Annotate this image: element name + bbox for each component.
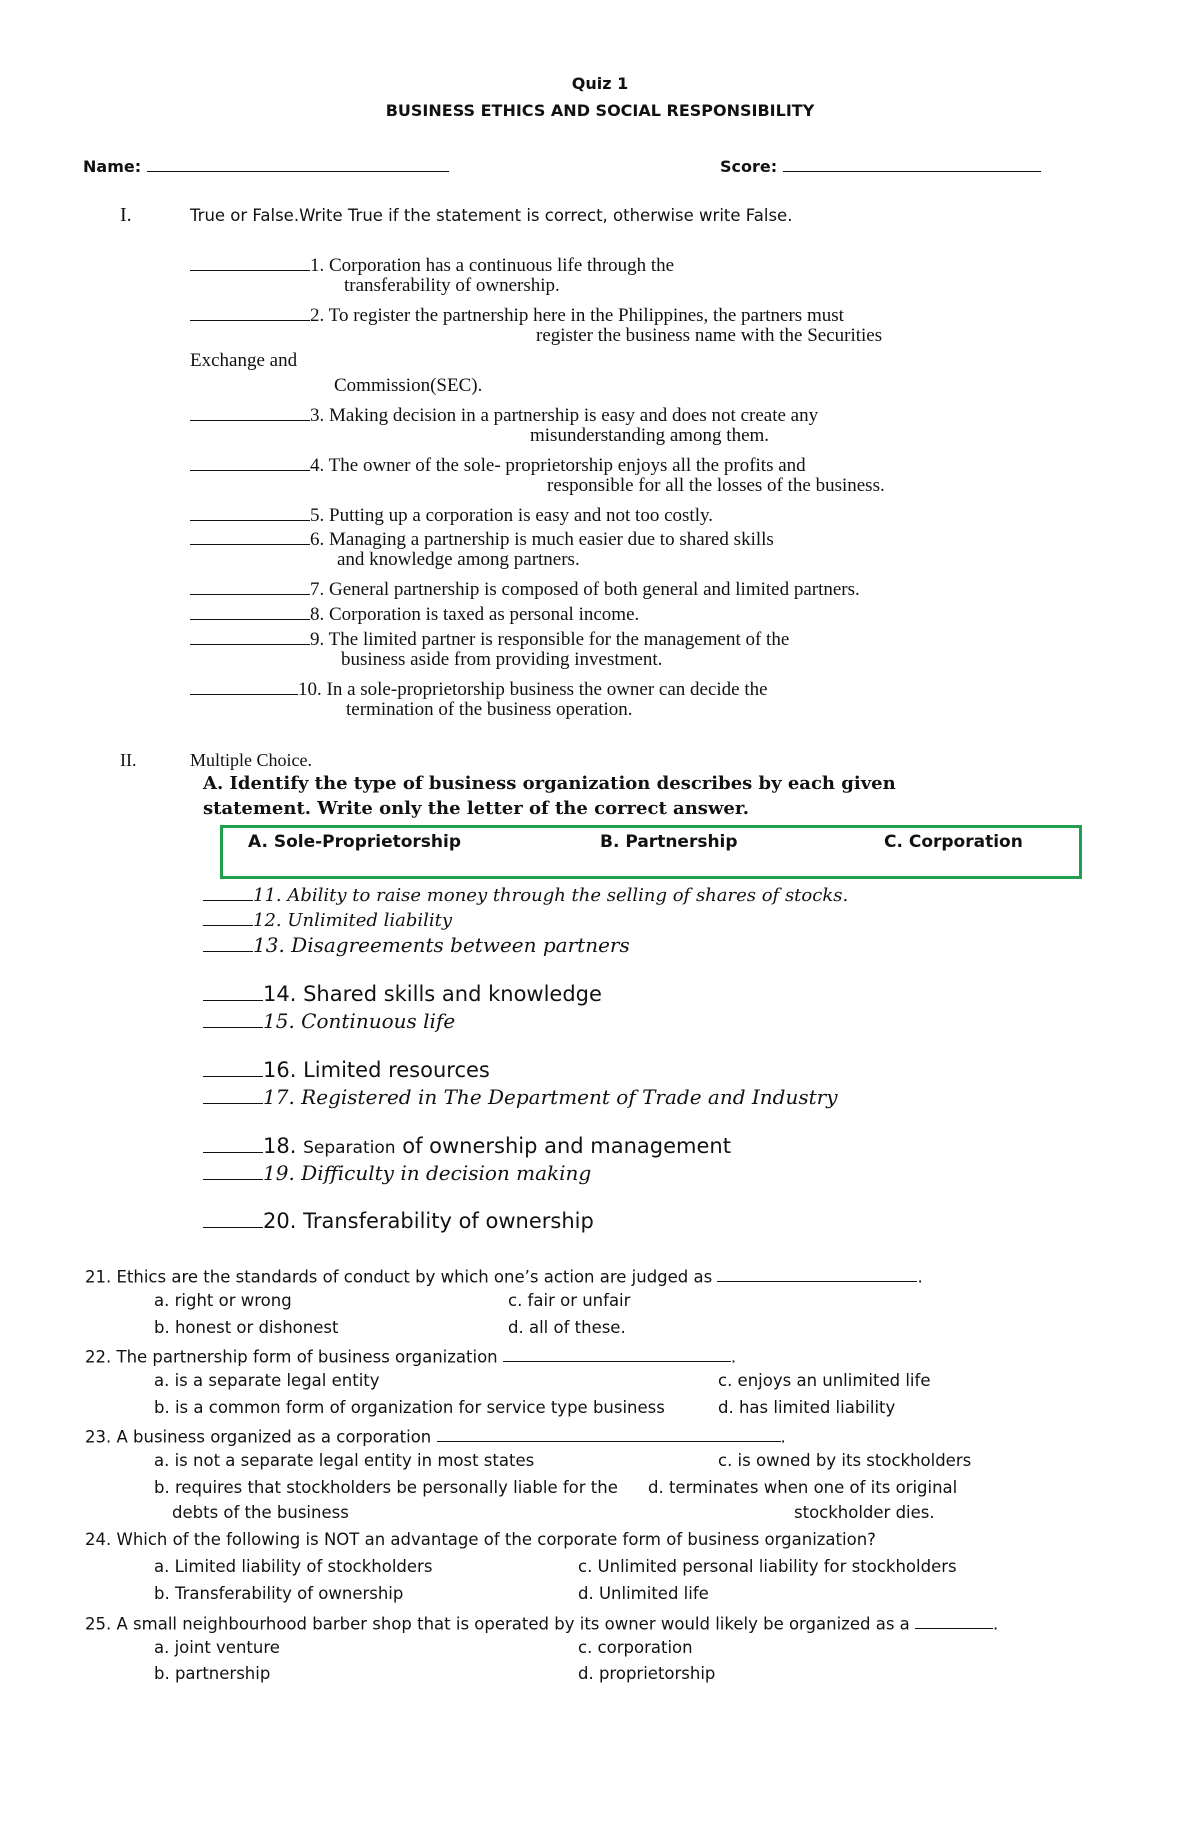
answer-blank[interactable] — [203, 906, 253, 926]
tf-item-2-line4: Commission(SEC). — [334, 375, 483, 396]
choice-a: A. Sole-Proprietorship — [248, 832, 462, 852]
answer-blank[interactable] — [190, 500, 310, 521]
answer-blank[interactable] — [190, 400, 310, 421]
mc-item-17: 17. Registered in The Department of Trade and Industry — [203, 1082, 838, 1109]
question-24: 24. Which of the following is NOT an advantage of the corporate form of business organization? — [85, 1530, 876, 1549]
tf-item-6: 6. Managing a partnership is much easier due to shared skills — [190, 524, 774, 551]
q23-option-a: a. is not a separate legal entity in most states — [154, 1451, 535, 1470]
tf-item-2: 2. To register the partnership here in the Philippines, the partners must — [190, 300, 844, 327]
question-21: 21. Ethics are the standards of conduct by which one’s action are judged as . — [85, 1264, 923, 1286]
mc-item-11: 11. Ability to raise money through the selling of shares of stocks. — [203, 881, 848, 906]
mc-item-16: 16. Limited resources — [203, 1054, 490, 1082]
tf-item-4: 4. The owner of the sole- proprietorship enjoys all the profits and — [190, 450, 806, 477]
q22-option-a: a. is a separate legal entity — [154, 1371, 380, 1390]
q22-option-d: d. has limited liability — [718, 1398, 896, 1417]
question-22: 22. The partnership form of business organization . — [85, 1344, 736, 1366]
q25-option-b: b. partnership — [154, 1664, 271, 1683]
q23-option-d-cont: stockholder dies. — [794, 1503, 935, 1522]
tf-item-7: 7. General partnership is composed of both general and limited partners. — [190, 574, 860, 601]
name-label: Name: — [83, 156, 142, 176]
q21-option-d: d. all of these. — [508, 1318, 626, 1337]
name-blank[interactable] — [147, 154, 449, 172]
answer-blank[interactable] — [203, 930, 253, 952]
q21-option-b: b. honest or dishonest — [154, 1318, 339, 1337]
q25-option-a: a. joint venture — [154, 1638, 280, 1657]
answer-blank[interactable] — [437, 1424, 781, 1442]
answer-blank[interactable] — [190, 300, 310, 321]
tf-item-8: 8. Corporation is taxed as personal income. — [190, 599, 639, 626]
answer-blank[interactable] — [190, 624, 310, 645]
choice-b: B. Partnership — [600, 832, 738, 852]
question-25: 25. A small neighbourhood barber shop that is operated by its owner would likely be organized as a . — [85, 1611, 998, 1633]
tf-item-10-line2: termination of the business operation. — [346, 699, 633, 720]
q24-option-a: a. Limited liability of stockholders — [154, 1557, 433, 1576]
part2-instruction-line2: statement. Write only the letter of the correct answer. — [203, 798, 749, 819]
tf-item-9: 9. The limited partner is responsible for the management of the — [190, 624, 789, 651]
q25-option-d: d. proprietorship — [578, 1664, 716, 1683]
mc-item-18: 18. Separation of ownership and management — [203, 1130, 731, 1158]
q22-option-b: b. is a common form of organization for service type business — [154, 1398, 665, 1417]
tf-item-2-line2: register the business name with the Securities — [536, 325, 883, 346]
tf-item-3-line2: misunderstanding among them. — [530, 425, 770, 446]
q22-option-c: c. enjoys an unlimited life — [718, 1371, 931, 1390]
tf-item-1: 1. Corporation has a continuous life through the — [190, 250, 674, 277]
answer-blank[interactable] — [203, 1205, 263, 1228]
answer-blank[interactable] — [203, 1082, 263, 1104]
tf-item-6-line2: and knowledge among partners. — [337, 549, 580, 570]
course-title: BUSINESS ETHICS AND SOCIAL RESPONSIBILITY — [385, 101, 815, 120]
mc-item-12: 12. Unlimited liability — [203, 906, 452, 931]
q24-option-d: d. Unlimited life — [578, 1584, 709, 1603]
mc-item-15: 15. Continuous life — [203, 1006, 455, 1033]
part2-instruction-line1: A. Identify the type of business organization describes by each given — [203, 773, 896, 794]
answer-blank[interactable] — [203, 1054, 263, 1077]
answer-blank[interactable] — [190, 674, 298, 695]
quiz-title: Quiz 1 — [571, 74, 629, 93]
part1-numeral: I. — [120, 204, 132, 226]
mc-item-20: 20. Transferability of ownership — [203, 1205, 594, 1233]
answer-blank[interactable] — [915, 1611, 993, 1629]
q25-option-c: c. corporation — [578, 1638, 693, 1657]
choice-c: C. Corporation — [884, 832, 1023, 852]
q24-option-b: b. Transferability of ownership — [154, 1584, 404, 1603]
part2-numeral: II. — [120, 750, 137, 770]
answer-blank[interactable] — [190, 250, 310, 271]
answer-blank[interactable] — [203, 1130, 263, 1153]
q24-option-c: c. Unlimited personal liability for stockholders — [578, 1557, 957, 1576]
mc-item-19: 19. Difficulty in decision making — [203, 1158, 591, 1185]
mc-item-13: 13. Disagreements between partners — [203, 930, 630, 957]
tf-item-3: 3. Making decision in a partnership is easy and does not create any — [190, 400, 818, 427]
tf-item-9-line2: business aside from providing investment. — [341, 649, 663, 670]
tf-item-2-line3: Exchange and — [190, 350, 298, 371]
tf-item-4-line2: responsible for all the losses of the business. — [547, 475, 885, 496]
q21-option-c: c. fair or unfair — [508, 1291, 631, 1310]
score-label: Score: — [720, 156, 778, 176]
mc-item-14: 14. Shared skills and knowledge — [203, 978, 602, 1006]
answer-blank[interactable] — [190, 574, 310, 595]
answer-blank[interactable] — [717, 1264, 917, 1282]
answer-blank[interactable] — [203, 978, 263, 1001]
question-23: 23. A business organized as a corporation . — [85, 1424, 786, 1446]
answer-blank[interactable] — [203, 1006, 263, 1028]
q21-option-a: a. right or wrong — [154, 1291, 292, 1310]
q23-option-d: d. terminates when one of its original — [648, 1478, 958, 1497]
tf-item-1-line2: transferability of ownership. — [344, 275, 560, 296]
answer-blank[interactable] — [190, 599, 310, 620]
q23-option-b: b. requires that stockholders be personally liable for the — [154, 1478, 618, 1497]
q23-option-b-cont: debts of the business — [172, 1503, 349, 1522]
answer-blank[interactable] — [203, 1158, 263, 1180]
answer-blank[interactable] — [190, 524, 310, 545]
name-row — [83, 154, 449, 176]
tf-item-10: 10. In a sole-proprietorship business the owner can decide the — [190, 674, 768, 701]
tf-item-5: 5. Putting up a corporation is easy and not too costly. — [190, 500, 713, 527]
score-blank[interactable] — [783, 154, 1041, 172]
part2-title: Multiple Choice. — [190, 750, 312, 770]
part1-instruction: True or False.Write True if the statement is correct, otherwise write False. — [190, 206, 793, 225]
q23-option-c: c. is owned by its stockholders — [718, 1451, 972, 1470]
answer-blank[interactable] — [190, 450, 310, 471]
answer-blank[interactable] — [203, 881, 253, 901]
score-row — [720, 154, 1041, 176]
answer-blank[interactable] — [503, 1344, 731, 1362]
